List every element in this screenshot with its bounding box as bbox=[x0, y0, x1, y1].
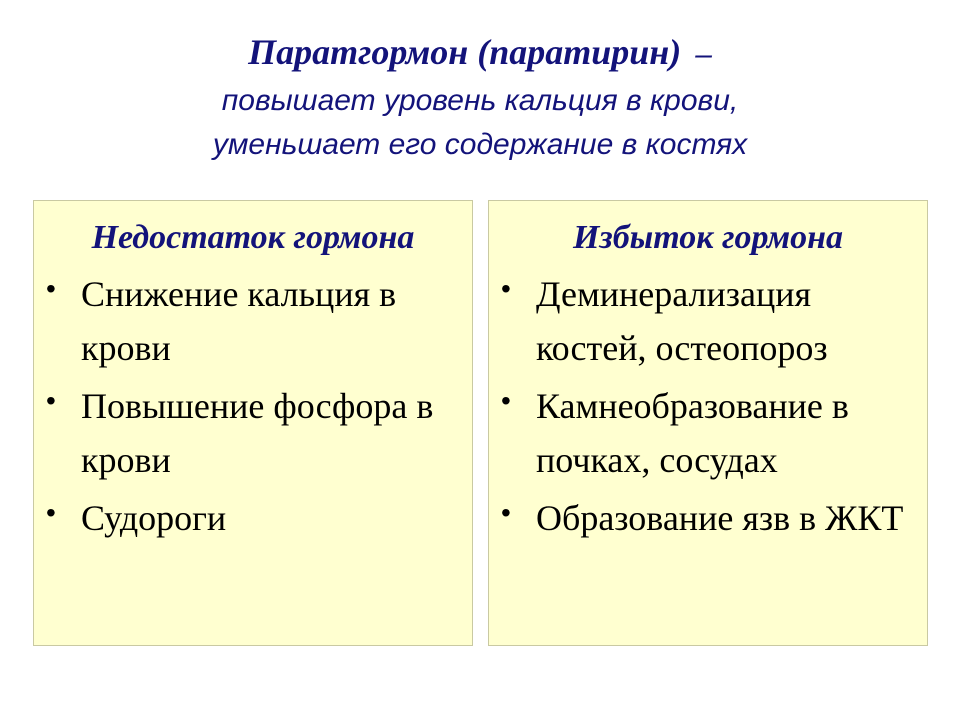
subtitle-line-1: повышает уровень кальция в крови, bbox=[221, 84, 739, 117]
deficiency-heading: Недостаток гормона bbox=[91, 219, 415, 256]
list-item-text: Образование язв в ЖКТ bbox=[536, 498, 904, 538]
title-main: Паратгормон (паратирин) bbox=[248, 32, 682, 72]
list-item-text: Деминерализация костей, остеопороз bbox=[536, 274, 828, 368]
bullet-icon: • bbox=[501, 385, 511, 416]
deficiency-list bbox=[34, 267, 472, 545]
list-item-text: Камнеобразование в почках, сосудах bbox=[536, 386, 849, 480]
slide-title bbox=[0, 28, 960, 79]
excess-heading: Избыток гормона bbox=[572, 219, 844, 256]
list-item bbox=[489, 379, 927, 487]
bullet-icon: • bbox=[501, 497, 511, 528]
bullet-icon: • bbox=[46, 273, 56, 304]
list-item-text: Судороги bbox=[81, 498, 227, 538]
bullet-icon: • bbox=[46, 497, 56, 528]
list-item bbox=[34, 267, 472, 375]
deficiency-panel bbox=[33, 200, 473, 646]
list-item-text: Повышение фосфора в крови bbox=[81, 386, 434, 480]
excess-list bbox=[489, 267, 927, 545]
excess-panel bbox=[488, 200, 928, 646]
list-item-text: Снижение кальция в крови bbox=[81, 274, 397, 368]
list-item bbox=[489, 267, 927, 375]
bullet-icon: • bbox=[46, 385, 56, 416]
title-dash: – bbox=[695, 38, 712, 71]
subtitle-line-2: уменьшает его содержание в костях bbox=[212, 128, 748, 161]
list-item bbox=[34, 379, 472, 487]
list-item bbox=[34, 491, 472, 545]
list-item bbox=[489, 491, 927, 545]
slide-title-block bbox=[0, 28, 960, 167]
bullet-icon: • bbox=[501, 273, 511, 304]
